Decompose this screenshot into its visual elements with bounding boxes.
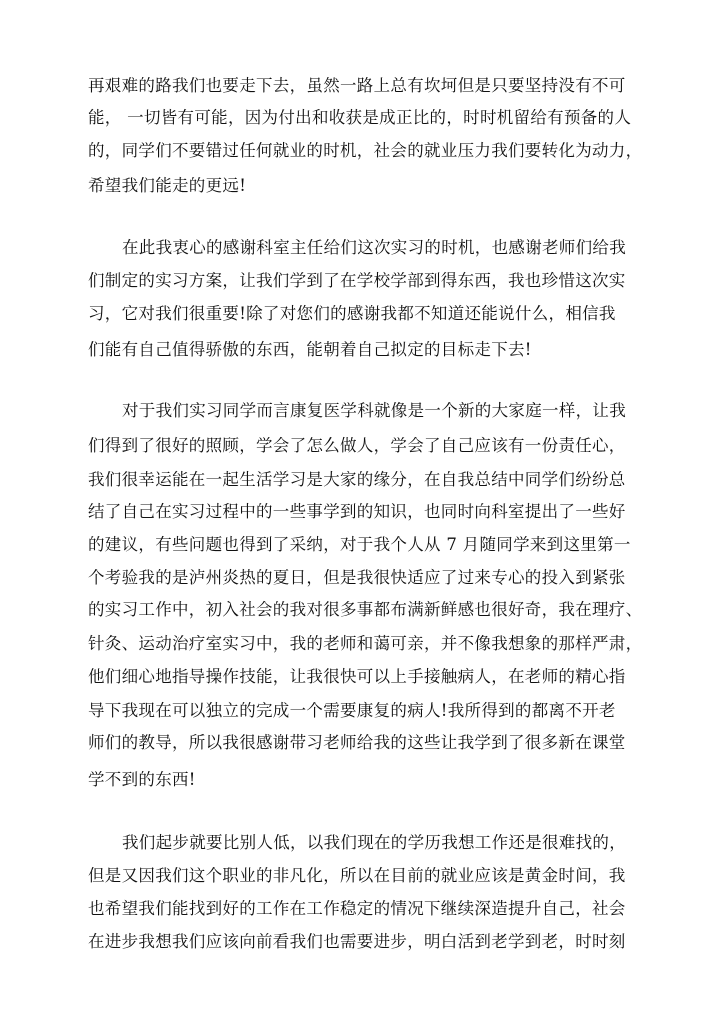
text-line: 师们的教导，所以我很感谢带习老师给我的这些让我学到了很多新在课堂 — [88, 733, 626, 752]
text-line: 的建议，有些问题也得到了采纳，对于我个人从 7 月随同学来到这里第一 — [88, 535, 631, 554]
text-line: 再艰难的路我们也要走下去，虽然一路上总有坎坷但是只要坚持没有不可 — [88, 76, 626, 95]
text-line: 导下我现在可以独立的完成一个需要康复的病人!我所得到的都离不开老 — [88, 701, 616, 720]
text-line: 们得到了很好的照顾，学会了怎么做人，学会了自己应该有一份责任心， — [88, 436, 626, 455]
text-line: 们能有自己值得骄傲的东西，能朝着自己拟定的目标走下去! — [88, 340, 532, 359]
paragraph-first-line: 我们起步就要比别人低，以我们现在的学历我想工作还是很难找的， — [122, 833, 626, 852]
text-line: 也希望我们能找到好的工作在工作稳定的情况下继续深造提升自己，社会 — [88, 899, 626, 918]
text-line: 希望我们能走的更远! — [88, 176, 247, 195]
text-line: 的，同学们不要错过任何就业的时机，社会的就业压力我们要转化为动力， — [88, 141, 643, 160]
text-line: 们制定的实习方案，让我们学到了在学校学部到得东西，我也珍惜这次实 — [88, 271, 626, 290]
text-line: 针灸、运动治疗室实习中，我的老师和蔼可亲，并不像我想象的那样严肃， — [88, 634, 643, 653]
text-line: 但是又因我们这个职业的非凡化，所以在目前的就业应该是黄金时间，我 — [88, 866, 626, 885]
paragraph-first-line: 对于我们实习同学而言康复医学科就像是一个新的大家庭一样，让我 — [122, 401, 626, 420]
text-line: 的实习工作中，初入社会的我对很多事都布满新鲜感也很好奇，我在理疗、 — [88, 600, 643, 619]
text-line: 我们很幸运能在一起生活学习是大家的缘分，在自我总结中同学们纷纷总 — [88, 470, 626, 489]
text-line: 结了自己在实习过程中的一些事学到的知识，也同时向科室提出了一些好 — [88, 502, 626, 521]
text-line: 他们细心地指导操作技能，让我很快可以上手接触病人，在老师的精心指 — [88, 667, 626, 686]
text-line: 能， 一切皆有可能，因为付出和收获是成正比的，时时机留给有预备的人 — [88, 108, 632, 127]
text-line: 在进步我想我们应该向前看我们也需要进步，明白活到老学到老，时时刻 — [88, 932, 626, 951]
text-line: 习，它对我们很重要!除了对您们的感谢我都不知道还能说什么，相信我 — [88, 304, 616, 323]
paragraph-first-line: 在此我衷心的感谢科室主任给们这次实习的时机，也感谢老师们给我 — [122, 238, 626, 257]
text-line: 个考验我的是泸州炎热的夏日，但是我很快适应了过来专心的投入到紧张 — [88, 568, 626, 587]
text-line: 学不到的东西! — [88, 770, 196, 789]
